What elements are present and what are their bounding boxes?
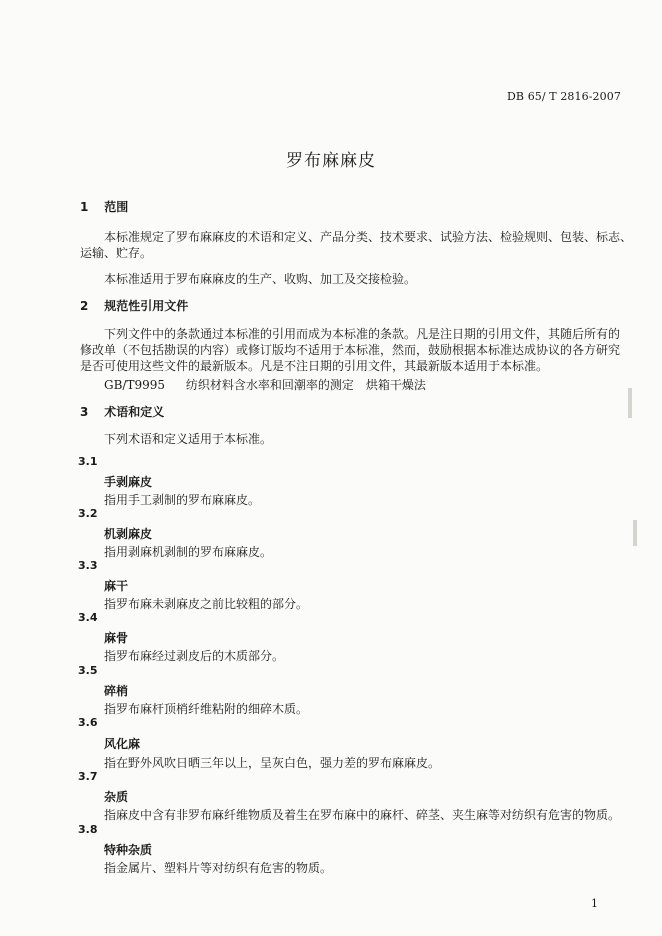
standard-code: DB 65/ T 2816-2007 bbox=[507, 90, 621, 103]
term-definition: 指罗布麻杆顶梢纤维粘附的细碎木质。 bbox=[104, 702, 309, 716]
term-definition: 指罗布麻未剥麻皮之前比较粗的部分。 bbox=[104, 597, 309, 611]
references-paragraph-line: 是否可使用这些文件的最新版本。凡是不注日期的引用文件，其最新版本适用于本标准。 bbox=[80, 359, 549, 373]
reference-entry bbox=[104, 376, 426, 393]
reference-title: 纺织材料含水率和回潮率的测定 烘箱干燥法 bbox=[185, 378, 426, 392]
section-title: 规范性引用文件 bbox=[104, 299, 189, 313]
term-number: 3.6 bbox=[78, 716, 98, 729]
scope-paragraph-2: 本标准适用于罗布麻麻皮的生产、收购、加工及交接检验。 bbox=[104, 272, 417, 286]
term-definition: 指金属片、塑料片等对纺织有危害的物质。 bbox=[104, 861, 333, 875]
term-definition: 指麻皮中含有非罗布麻纤维物质及着生在罗布麻中的麻杆、碎茎、夹生麻等对纺织有危害的物质。 bbox=[104, 808, 621, 822]
term-name: 碎梢 bbox=[104, 684, 129, 698]
term-name: 手剥麻皮 bbox=[104, 475, 153, 489]
scan-mark bbox=[633, 520, 637, 546]
term-number: 3.4 bbox=[78, 611, 98, 624]
page-title: 罗布麻麻皮 bbox=[286, 151, 376, 171]
term-number: 3.2 bbox=[78, 507, 98, 520]
term-name: 风化麻 bbox=[104, 737, 141, 751]
term-number: 3.8 bbox=[78, 823, 98, 836]
term-name: 麻骨 bbox=[104, 631, 129, 645]
section-title: 范围 bbox=[104, 200, 129, 214]
term-name: 机剥麻皮 bbox=[104, 527, 153, 541]
term-number: 3.5 bbox=[78, 664, 98, 677]
page-number: 1 bbox=[591, 897, 598, 910]
scope-paragraph-line: 运输、贮存。 bbox=[80, 246, 153, 260]
term-definition: 指用剥麻机剥制的罗布麻麻皮。 bbox=[104, 545, 273, 559]
term-name: 麻干 bbox=[104, 579, 129, 593]
term-number: 3.1 bbox=[78, 455, 98, 468]
term-number: 3.3 bbox=[78, 559, 98, 572]
term-name: 杂质 bbox=[104, 790, 129, 804]
references-paragraph-line: 修改单（不包括勘误的内容）或修订版均不适用于本标准，然而，鼓励根据本标准达成协议的各方研究 bbox=[80, 343, 621, 357]
references-paragraph-line: 下列文件中的条款通过本标准的引用而成为本标准的条款。凡是注日期的引用文件，其随后所有的 bbox=[104, 327, 621, 341]
section-2-heading bbox=[80, 297, 188, 314]
section-1-heading bbox=[80, 198, 128, 215]
term-number: 3.7 bbox=[78, 770, 98, 783]
term-definition: 指用手工剥制的罗布麻麻皮。 bbox=[104, 493, 261, 507]
section-number: 1 bbox=[80, 200, 89, 214]
reference-code: GB/T9995 bbox=[104, 378, 165, 392]
section-number: 3 bbox=[80, 405, 89, 419]
section-title: 术语和定义 bbox=[104, 405, 165, 419]
section-number: 2 bbox=[80, 299, 89, 313]
terms-intro: 下列术语和定义适用于本标准。 bbox=[104, 432, 273, 446]
scan-mark bbox=[628, 388, 632, 418]
term-definition: 指罗布麻经过剥皮后的木质部分。 bbox=[104, 649, 285, 663]
section-3-heading bbox=[80, 403, 164, 420]
scope-paragraph-line: 本标准规定了罗布麻麻皮的术语和定义、产品分类、技术要求、试验方法、检验规则、包装、标志、 bbox=[104, 230, 633, 244]
term-definition: 指在野外风吹日晒三年以上，呈灰白色，强力差的罗布麻麻皮。 bbox=[104, 756, 441, 770]
term-name: 特种杂质 bbox=[104, 843, 153, 857]
